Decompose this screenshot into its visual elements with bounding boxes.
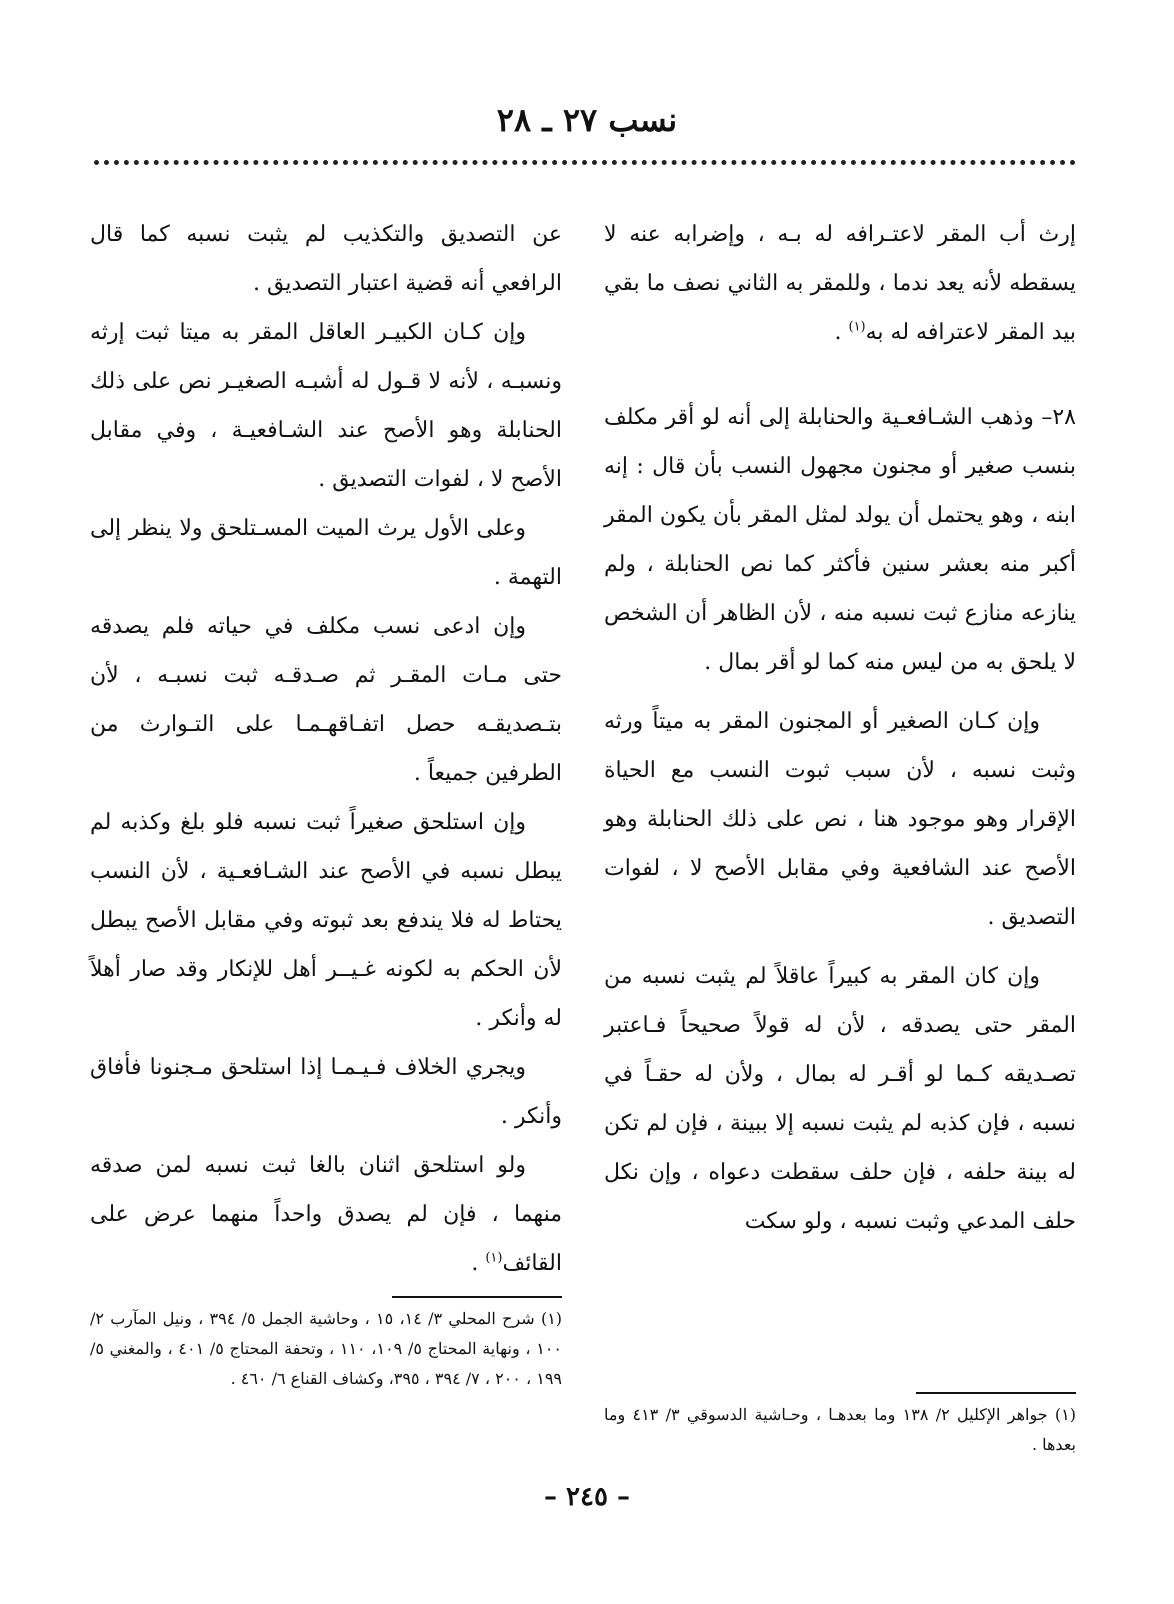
footnote-divider [916, 1392, 1076, 1394]
right-paragraph-2: ٢٨– وذهب الشـافعـية والحنابلة إلى أنه لو أقر مكلف بنسب صغير أو مجنون مجهول النسب بأن قال : إنه ابنه ، وهو يحتمل أن يولد لمثل المقر بأن يكون المقر أكبر منه بعشر سنين فأكثر كما نص الحنابلة ، ولم ينازعه منازع ثبت نسبه منه ، لأن الظاهر أن الشخص لا يلحق به من ليس منه كما لو أقر بمال . [604, 405, 1076, 675]
right-paragraph-1-tail: . [834, 320, 849, 345]
left-paragraph-6: ويجري الخلاف فـيـمـا إذا استلحق مـجنونا فأفاق وأنكر . [90, 1055, 562, 1129]
left-paragraph-3: وعلى الأول يرث الميت المسـتلحق ولا ينظر إلى التهمة . [90, 516, 562, 590]
footnote-reference: (١) [848, 319, 866, 335]
right-footnotes [604, 1384, 1076, 1460]
right-paragraph-1 [604, 210, 1076, 357]
left-paragraph-4: وإن ادعى نسب مكلف في حياته فلم يصدقه حتى مـات المقـر ثم صـدقـه ثبت نسبـه ، لأن بتـصديقـه حصل اتفـاقهـمـا على التـوارث من الطرفين جميعاً . [90, 614, 562, 786]
header-dotted-divider [94, 160, 1076, 165]
left-paragraph-7-text: ولو استلحق اثنان بالغا ثبت نسبه لمن صدقه منهما ، فإن لم يصدق واحداً منهما عرض على القائف [90, 1153, 562, 1276]
page-number: – ٢٤٥ – [543, 1482, 631, 1512]
right-paragraph-3: وإن كـان الصغير أو المجنون المقر به ميتاً ورثه وثبت نسبه ، لأن سبب ثبوت النسب مع الحياة الإقرار وهو موجود هنا ، نص على ذلك الحنابلة وهو الأصح عند الشافعية وفي مقابل الأصح لا ، لفوات التصديق . [604, 709, 1076, 930]
right-column [604, 210, 1076, 1246]
left-paragraph-7-tail: . [471, 1251, 486, 1276]
right-paragraph-1-text: إرث أب المقر لاعتـرافه له بـه ، وإضرابه عنه لا يسقطه لأنه يعد ندما ، وللمقر به الثاني نصف ما بقي بيد المقر لاعترافه له به [604, 222, 1076, 345]
left-column [90, 210, 562, 1394]
page-header-title: نسب ٢٧ ـ ٢٨ [496, 101, 678, 139]
right-footnote: (١) جواهر الإكليل ٢/ ١٣٨ وما بعدهـا ، وحـاشية الدسوقي ٣/ ٤١٣ وما بعدها . [604, 1405, 1077, 1454]
left-paragraph-1: عن التصديق والتكذيب لم يثبت نسبه كما قال الرافعي أنه قضية اعتبار التصديق . [90, 222, 562, 296]
left-paragraph-7 [90, 1141, 562, 1288]
right-paragraph-4: وإن كان المقر به كبيراً عاقلاً لم يثبت نسبه من المقر حتى يصدقه ، لأن له قولاً صحيحاً فـاعتبر تصـديقه كـما لو أقـر له بمال ، ولأن له حقـاً في نسبه ، فإن كذبه لم يثبت نسبه إلا ببينة ، فإن لم تكن له بينة حلفه ، فإن حلف سقطت دعواه ، وإن نكل حلف المدعي وثبت نسبه ، ولو سكت [604, 964, 1076, 1234]
left-footnote: (١) شرح المحلي ٣/ ١٤، ١٥ ، وحاشية الجمل ٥/ ٣٩٤ ، ونيل المآرب ٢/ ١٠٠ ، ونهاية المحتاج ٥/ ١٠٩، ١١٠ ، وتحفة المحتاج ٥/ ٤٠١ ، والمغني ٥/ ١٩٩ ، ٢٠٠ ، ٧/ ٣٩٤ ، ٣٩٥، وكشاف القناع ٦/ ٤٦٠ . [90, 1309, 563, 1388]
left-paragraph-5: وإن استلحق صغيراً ثبت نسبه فلو بلغ وكذبه لم يبطل نسبه في الأصح عند الشـافعـية ، لأن النسب يحتاط له فلا يندفع بعد ثبوته وفي مقابل الأصح يبطل لأن الحكم به لكونه غـيــر أهل للإنكار وقد صار أهلاً له وأنكر . [90, 810, 562, 1031]
footnote-divider [392, 1296, 562, 1298]
left-paragraph-2: وإن كـان الكبيـر العاقل المقر به ميتا ثبت إرثه ونسبـه ، لأنه لا قـول له أشبـه الصغيـر نص على ذلك الحنابلة وهو الأصح عند الشـافعيـة ، وفي مقابل الأصح لا ، لفوات التصديق . [90, 320, 562, 492]
footnote-reference: (١) [485, 1250, 503, 1266]
